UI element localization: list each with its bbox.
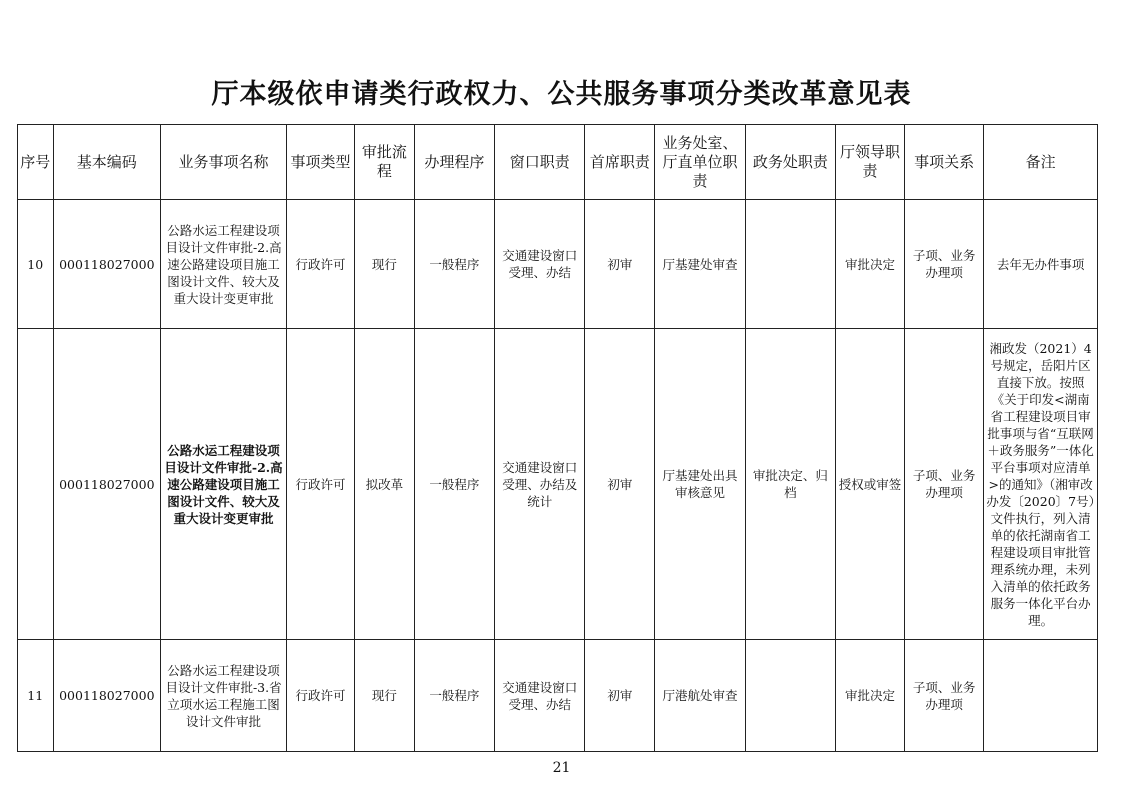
cell-flow: 现行 [354, 200, 414, 329]
table-row [18, 200, 1098, 329]
header-code: 基本编码 [53, 125, 161, 200]
page-number: 21 [552, 760, 571, 776]
header-row [18, 125, 1098, 200]
cell-window: 交通建设窗口受理、办结 [495, 640, 585, 752]
header-type: 事项类型 [286, 125, 354, 200]
cell-window: 交通建设窗口受理、办结及统计 [495, 329, 585, 640]
header-leader: 厅领导职责 [836, 125, 905, 200]
cell-leader: 审批决定 [836, 640, 905, 752]
cell-gov [745, 200, 835, 329]
header-name: 业务事项名称 [161, 125, 287, 200]
header-window: 窗口职责 [495, 125, 585, 200]
cell-type: 行政许可 [286, 640, 354, 752]
cell-note [984, 640, 1098, 752]
cell-leader: 授权或审签 [836, 329, 905, 640]
cell-relation: 子项、业务办理项 [905, 200, 984, 329]
cell-dept: 厅基建处审查 [655, 200, 745, 329]
cell-gov: 审批决定、归档 [745, 329, 835, 640]
cell-code: 000118027000 [53, 329, 161, 640]
cell-flow: 现行 [354, 640, 414, 752]
cell-code: 000118027000 [53, 200, 161, 329]
cell-type: 行政许可 [286, 329, 354, 640]
header-dept: 业务处室、厅直单位职责 [655, 125, 745, 200]
table-row [18, 640, 1098, 752]
cell-dept: 厅港航处审查 [655, 640, 745, 752]
cell-note: 去年无办件事项 [984, 200, 1098, 329]
header-chief: 首席职责 [585, 125, 655, 200]
cell-code: 000118027000 [53, 640, 161, 752]
cell-relation: 子项、业务办理项 [905, 640, 984, 752]
cell-name: 公路水运工程建设项目设计文件审批-3.省立项水运工程施工图设计文件审批 [161, 640, 287, 752]
header-procedure: 办理程序 [414, 125, 494, 200]
cell-seq: 11 [18, 640, 54, 752]
cell-chief: 初审 [585, 640, 655, 752]
cell-type: 行政许可 [286, 200, 354, 329]
cell-relation: 子项、业务办理项 [905, 329, 984, 640]
cell-window: 交通建设窗口受理、办结 [495, 200, 585, 329]
cell-name: 公路水运工程建设项目设计文件审批-2.高速公路建设项目施工图设计文件、较大及重大设计变更审批 [161, 200, 287, 329]
header-relation: 事项关系 [905, 125, 984, 200]
reform-table [17, 124, 1098, 752]
cell-seq: 10 [18, 200, 54, 329]
cell-flow: 拟改革 [354, 329, 414, 640]
cell-chief: 初审 [585, 200, 655, 329]
cell-leader: 审批决定 [836, 200, 905, 329]
cell-seq [18, 329, 54, 640]
cell-procedure: 一般程序 [414, 200, 494, 329]
cell-procedure: 一般程序 [414, 329, 494, 640]
table-row [18, 329, 1098, 640]
header-gov: 政务处职责 [745, 125, 835, 200]
header-flow: 审批流程 [354, 125, 414, 200]
cell-chief: 初审 [585, 329, 655, 640]
cell-dept: 厅基建处出具审核意见 [655, 329, 745, 640]
cell-gov [745, 640, 835, 752]
header-seq: 序号 [18, 125, 54, 200]
cell-note: 湘政发（2021）4号规定，岳阳片区直接下放。按照《关于印发<湖南省工程建设项目审批事项与省“互联网＋政务服务”一体化平台事项对应清单>的通知》（湘审改办发〔2020〕7号）文件执行，列入清单的依托湖南省工程建设项目审批管理系统办理，未列入清单的依托政务服务一体化平台办理。 [984, 329, 1098, 640]
page-title: 厅本级依申请类行政权力、公共服务事项分类改革意见表 [211, 79, 912, 110]
cell-name: 公路水运工程建设项目设计文件审批-2.高速公路建设项目施工图设计文件、较大及重大设计变更审批 [161, 329, 287, 640]
cell-procedure: 一般程序 [414, 640, 494, 752]
header-note: 备注 [984, 125, 1098, 200]
